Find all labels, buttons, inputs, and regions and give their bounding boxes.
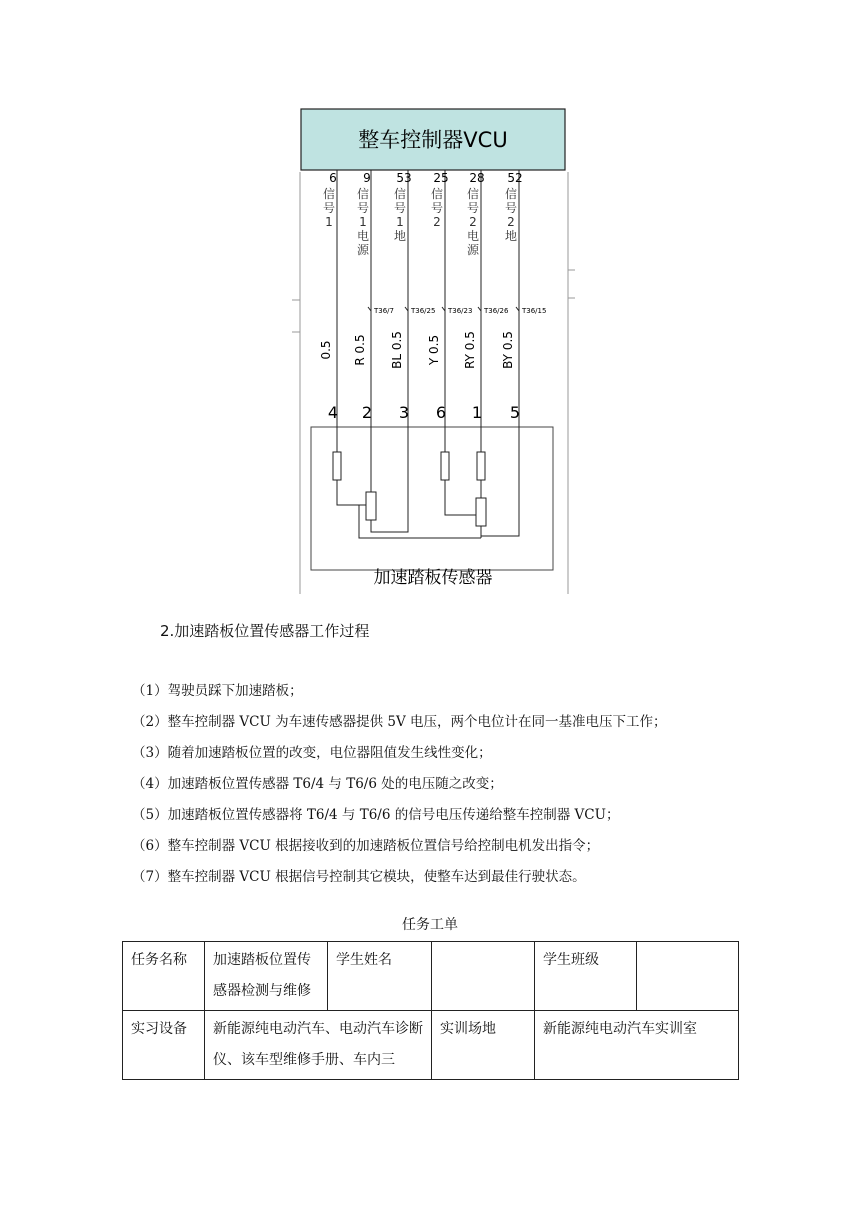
potentiometer-1 — [366, 492, 376, 520]
sensor-pin-number: 5 — [509, 403, 521, 422]
signal-name-glyph: 信 — [466, 187, 480, 201]
wiring-diagram — [270, 100, 590, 600]
resistor-1 — [333, 452, 341, 480]
signal-name-glyph: 1 — [396, 215, 404, 229]
resistor-2 — [441, 452, 449, 480]
signal-name-glyph: 地 — [393, 229, 407, 243]
task-name-label: 任务名称 — [123, 942, 205, 1011]
signal-name-glyph: 号 — [393, 201, 407, 215]
procedure-steps — [132, 676, 667, 893]
signal-name-glyph: 号 — [466, 201, 480, 215]
connector-label: T36/23 — [448, 307, 473, 315]
site-label: 实训场地 — [432, 1011, 535, 1080]
equipment-value: 新能源纯电动汽车、电动汽车诊断仪、该车型维修手册、车内三 — [205, 1011, 432, 1080]
signal-name-glyph: 源 — [356, 243, 370, 257]
table-caption: 任务工单 — [402, 917, 458, 933]
signal-name-glyph: 信 — [322, 187, 336, 201]
sensor-pin-number: 6 — [435, 403, 447, 422]
signal-name-glyph: 信 — [504, 187, 518, 201]
vcu-pin-number: 52 — [507, 171, 523, 185]
signal-name-glyph: 号 — [356, 201, 370, 215]
sensor-box — [311, 427, 553, 570]
wire-spec-label: 0.5 — [319, 340, 333, 360]
signal-name-glyph: 号 — [322, 201, 336, 215]
signal-name-glyph: 2 — [433, 215, 441, 229]
signal-name-glyph: 2 — [507, 215, 515, 229]
wire-spec-label: Y 0.5 — [427, 334, 441, 366]
sensor-pin-number: 3 — [398, 403, 410, 422]
step-item: （1）驾驶员踩下加速踏板； — [132, 683, 303, 699]
connector-label: T36/25 — [411, 307, 436, 315]
student-class-label: 学生班级 — [535, 942, 637, 1011]
wire-spec-label: BY 0.5 — [501, 331, 515, 369]
signal-name-glyph: 1 — [325, 215, 333, 229]
signal-name-glyph: 电 — [356, 229, 370, 243]
signal-name-glyph: 信 — [356, 187, 370, 201]
equipment-label: 实习设备 — [123, 1011, 205, 1080]
step-item: （4）加速踏板位置传感器 T6/4 与 T6/6 处的电压随之改变； — [132, 776, 503, 792]
wiring-diagram-svg — [270, 100, 590, 600]
table-row — [123, 1011, 739, 1080]
signal-name-glyph: 地 — [504, 229, 518, 243]
sensor-label: 加速踏板传感器 — [373, 568, 493, 588]
step-item: （2）整车控制器 VCU 为车速传感器提供 5V 电压，两个电位计在同一基准电压下工作； — [132, 714, 667, 730]
vcu-pin-number: 25 — [433, 171, 449, 185]
section-heading: 2.加速踏板位置传感器工作过程 — [160, 622, 370, 640]
connector-label: T36/7 — [374, 307, 394, 315]
signal-name-glyph: 信 — [430, 187, 444, 201]
signal-name-glyph: 1 — [359, 215, 367, 229]
step-item: （7）整车控制器 VCU 根据信号控制其它模块，使整车达到最佳行驶状态。 — [132, 869, 586, 885]
sensor-pin-number: 1 — [471, 403, 483, 422]
step-item: （6）整车控制器 VCU 根据接收到的加速踏板位置信号给控制电机发出指令； — [132, 838, 600, 854]
student-name-label: 学生姓名 — [328, 942, 432, 1011]
connector-label: T36/26 — [484, 307, 509, 315]
step-item: （5）加速踏板位置传感器将 T6/4 与 T6/6 的信号电压传递给整车控制器 VCU； — [132, 807, 620, 823]
vcu-pin-number: 6 — [329, 171, 337, 185]
signal-name-glyph: 号 — [430, 201, 444, 215]
task-name-value: 加速踏板位置传感器检测与维修 — [205, 942, 328, 1011]
student-name-value — [432, 942, 535, 1011]
wire-spec-label: R 0.5 — [353, 334, 367, 366]
vcu-pin-number: 28 — [469, 171, 485, 185]
signal-name-glyph: 2 — [469, 215, 477, 229]
vcu-pin-number: 9 — [363, 171, 371, 185]
wire-spec-label: RY 0.5 — [463, 331, 477, 369]
signal-name-glyph: 号 — [504, 201, 518, 215]
signal-name-glyph: 信 — [393, 187, 407, 201]
connector-label: T36/15 — [522, 307, 547, 315]
resistor-3 — [477, 452, 485, 480]
sensor-pin-number: 4 — [327, 403, 339, 422]
potentiometer-2 — [476, 498, 486, 526]
wire-spec-label: BL 0.5 — [390, 331, 404, 369]
signal-name-glyph: 源 — [466, 243, 480, 257]
pin-columns — [319, 170, 546, 447]
site-value: 新能源纯电动汽车实训室 — [535, 1011, 739, 1080]
sensor-circuit — [333, 447, 519, 538]
task-sheet-table — [122, 941, 739, 1080]
sensor-pin-number: 2 — [361, 403, 373, 422]
vcu-label: 整车控制器VCU — [358, 128, 508, 152]
vcu-pin-number: 53 — [396, 171, 412, 185]
student-class-value — [637, 942, 739, 1011]
signal-name-glyph: 电 — [466, 229, 480, 243]
table-row — [123, 942, 739, 1011]
step-item: （3）随着加速踏板位置的改变，电位器阻值发生线性变化； — [132, 745, 492, 761]
